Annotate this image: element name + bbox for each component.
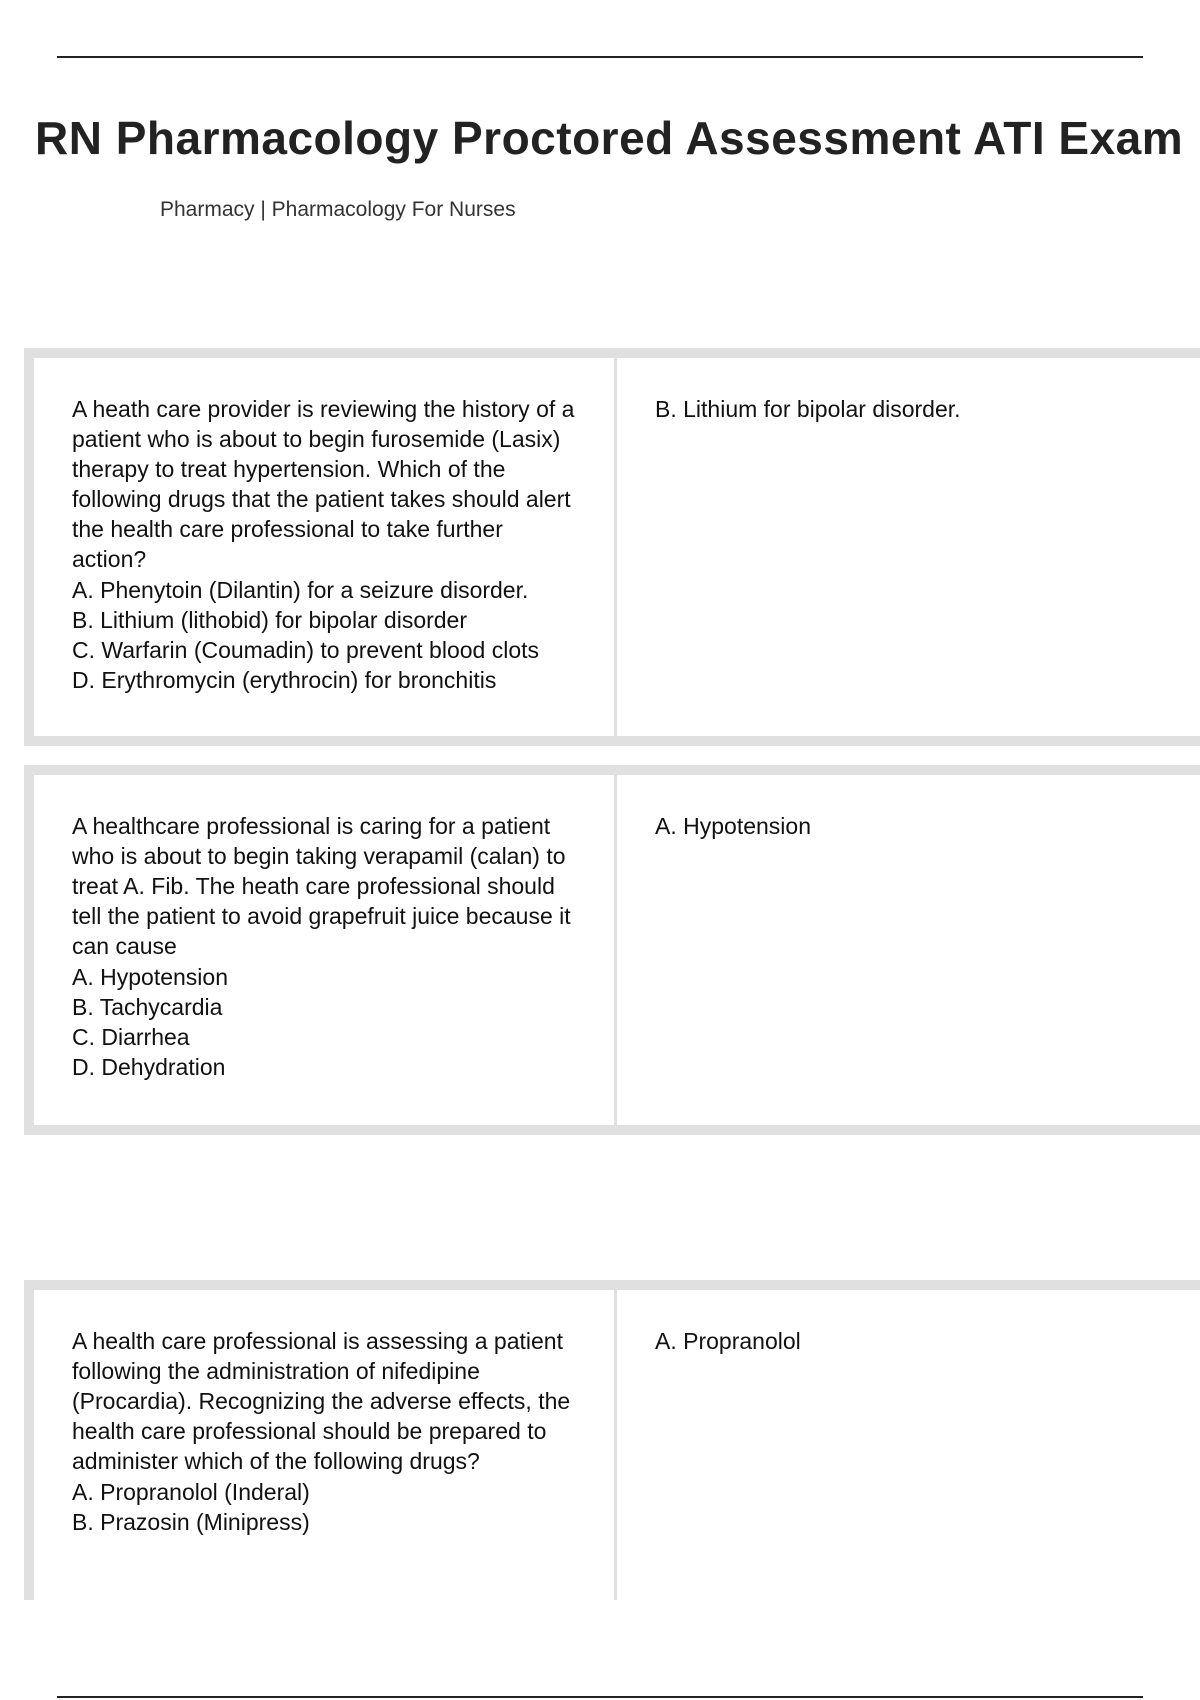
option: D. Erythromycin (erythrocin) for bronchitis <box>72 667 497 693</box>
option: A. Phenytoin (Dilantin) for a seizure disorder. <box>72 577 529 603</box>
question-text: A healthcare professional is caring for a patient who is about to begin taking verapamil (calan) to treat A. Fib. The heath care professional should tell the patient to avoid grapefruit juice because it can cause <box>72 813 571 959</box>
bottom-rule <box>57 1696 1143 1698</box>
question-cell <box>34 775 614 1125</box>
flashcard <box>24 765 1200 1135</box>
options-list <box>72 1477 576 1537</box>
answer-cell <box>617 1290 1200 1600</box>
category-breadcrumb: Pharmacy | Pharmacology For Nurses <box>160 198 516 221</box>
flashcard <box>24 348 1200 746</box>
options-list <box>72 575 576 695</box>
page-title: RN Pharmacology Proctored Assessment ATI Exam <box>35 112 1184 164</box>
question-cell <box>34 1290 614 1600</box>
flashcard <box>24 1280 1200 1600</box>
answer-text: A. Hypotension <box>655 813 811 839</box>
option: C. Diarrhea <box>72 1024 190 1050</box>
answer-cell <box>617 775 1200 1125</box>
answer-text: A. Propranolol <box>655 1328 801 1354</box>
top-rule <box>57 56 1143 58</box>
answer-cell <box>617 358 1200 736</box>
option: A. Propranolol (Inderal) <box>72 1479 310 1505</box>
option: A. Hypotension <box>72 964 228 990</box>
option: B. Prazosin (Minipress) <box>72 1509 310 1535</box>
option: B. Tachycardia <box>72 994 223 1020</box>
options-list <box>72 962 576 1082</box>
answer-text: B. Lithium for bipolar disorder. <box>655 396 961 422</box>
option: D. Dehydration <box>72 1054 226 1080</box>
option: C. Warfarin (Coumadin) to prevent blood clots <box>72 637 540 663</box>
question-text: A health care professional is assessing a patient following the administration of nifedipine (Procardia). Recognizing the adverse effects, the health care professional should be prepared to administer which of the following drugs? <box>72 1328 571 1474</box>
question-cell <box>34 358 614 736</box>
option: B. Lithium (lithobid) for bipolar disorder <box>72 607 468 633</box>
question-text: A heath care provider is reviewing the history of a patient who is about to begin furosemide (Lasix) therapy to treat hypertension. Which of the following drugs that the patient takes should alert the health care professional to take further action? <box>72 396 575 572</box>
